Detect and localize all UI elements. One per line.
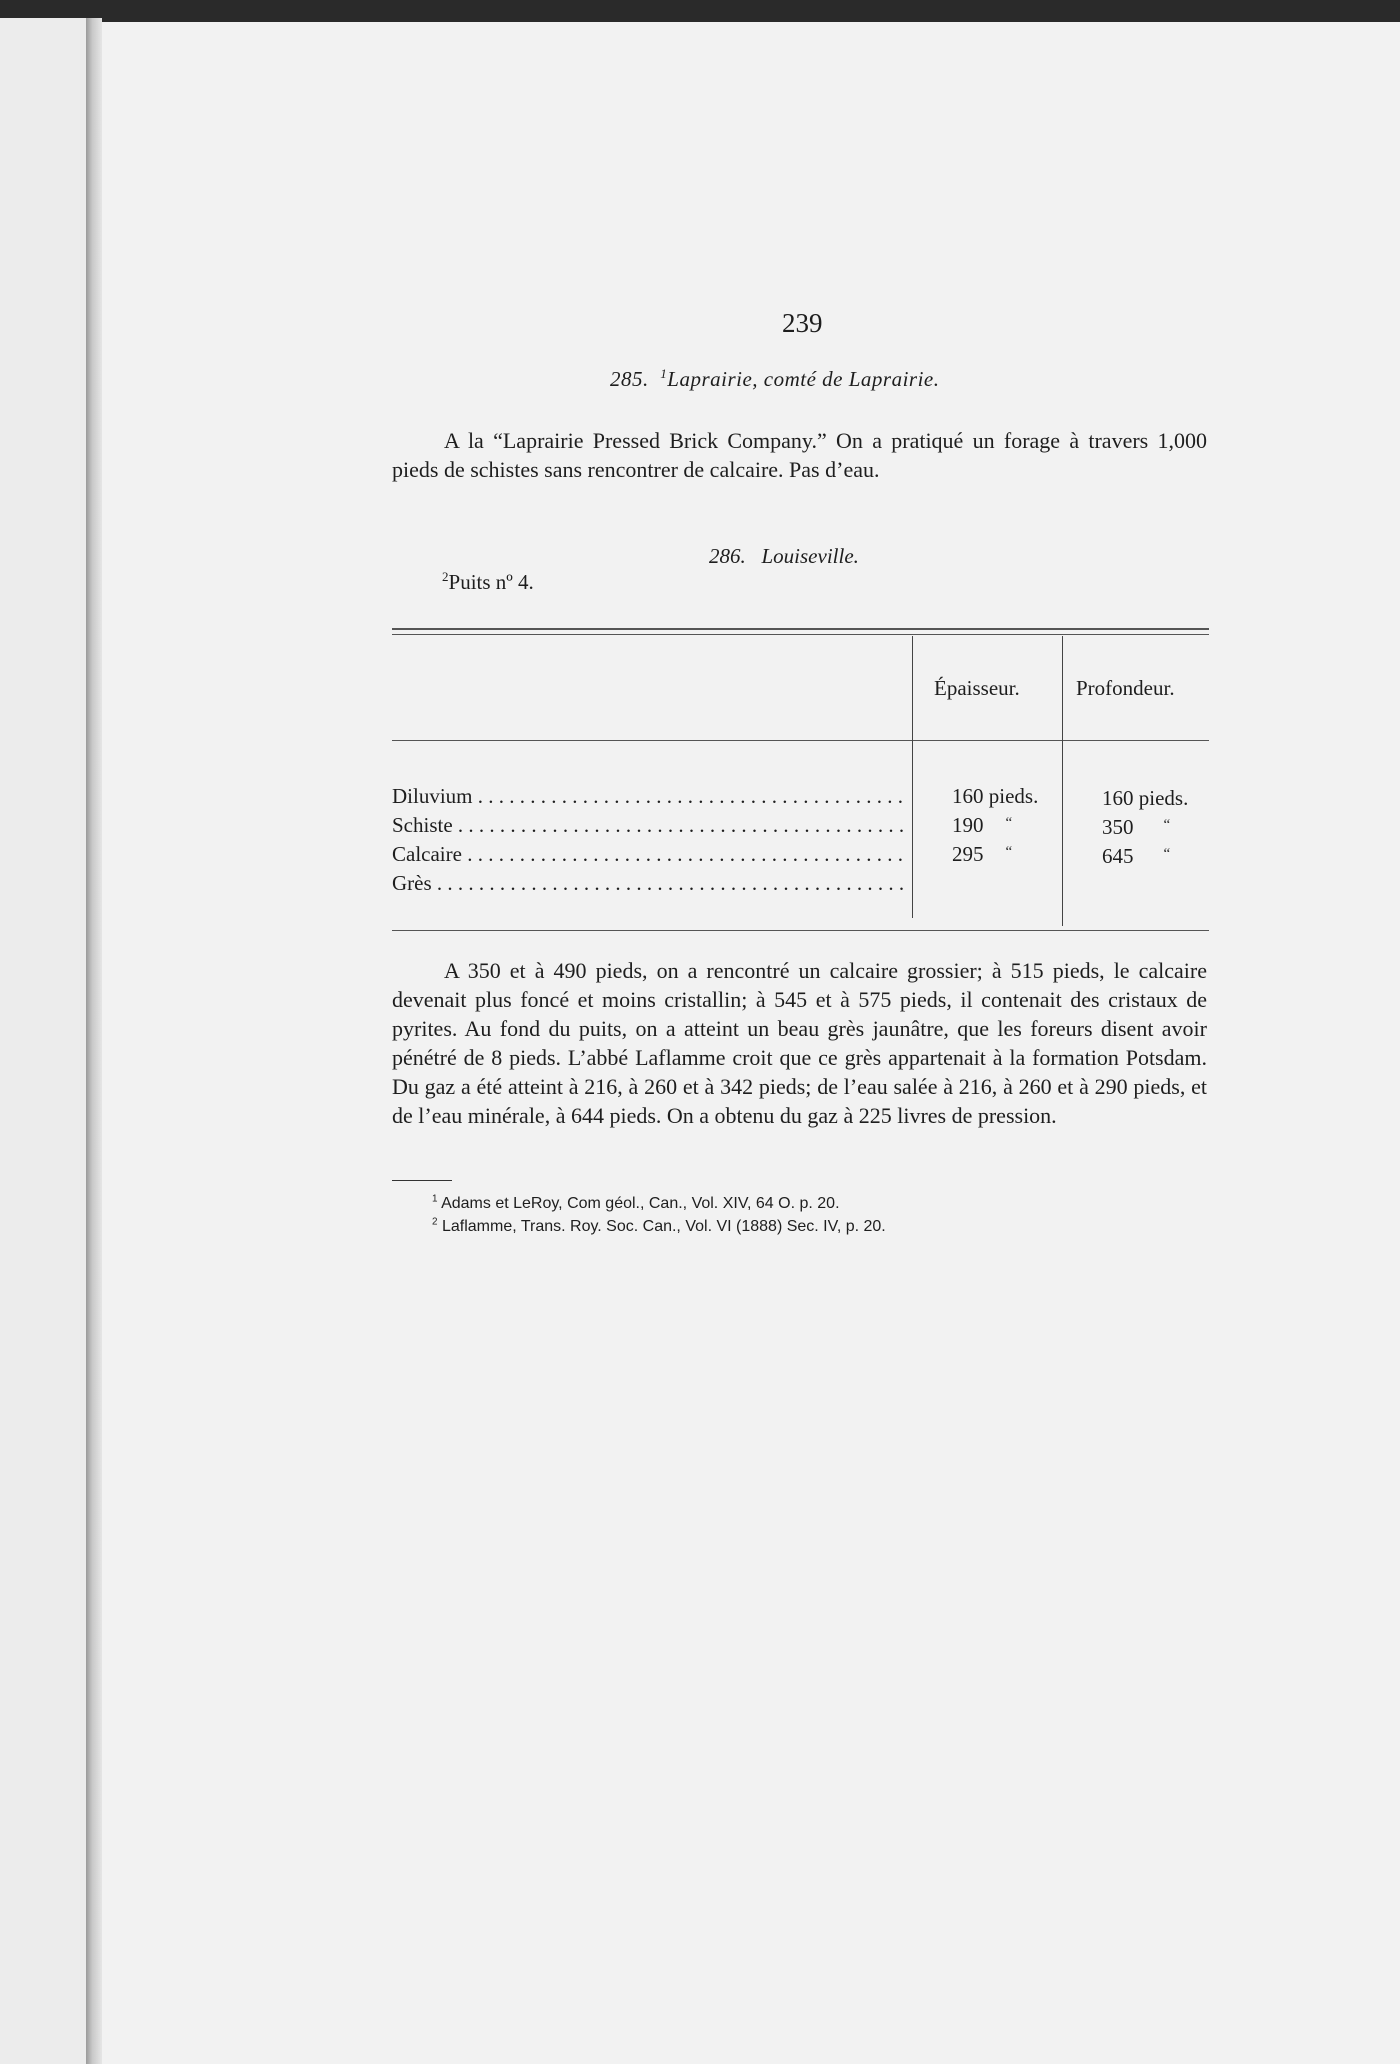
table-bottom-rule — [392, 930, 1209, 931]
row-label-diluvium: Diluvium . . . — [392, 784, 909, 809]
header-depth: Profondeur. — [1076, 676, 1175, 700]
section-285-heading — [610, 367, 940, 392]
facing-page-edge — [0, 18, 86, 2064]
section-286-paragraph: A 350 et à 490 pieds, on a rencontré un calcaire grossier; à 515 pieds, le calcaire devenait plus foncé et moins cristallin; à 545 et à 575 pieds, il contenait des cristaux de pyrites. Au fond du puits, on a atteint un beau grès jaunâtre, que les foreurs disent avoir pénétré de 8 pieds. L’abbé Laflamme croit que ce grès appartenait à la formation Potsdam. Du gaz a été atteint à 216, à 260 et à 342 pieds; de l’eau salée à 216, à 260 et à 290 pieds, et de l’eau minérale, à 644 pieds. On a obtenu du gaz à 225 livres de pression. — [392, 958, 1207, 1128]
thickness-schiste: 190 “ — [952, 813, 1013, 837]
page-number: 239 — [782, 308, 823, 338]
row-label-schiste: Schiste . . . — [392, 813, 909, 838]
table-top-rule-2 — [392, 634, 1209, 635]
page — [102, 22, 1400, 2064]
section-286-title: Louiseville. — [761, 544, 859, 568]
header-thickness: Épaisseur. — [934, 676, 1020, 700]
section-285-paragraph: A la “Laprairie Pressed Brick Company.” On a pratiqué un forage à travers 1,000 pieds de schistes sans rencontrer de calcaire. Pas d’eau. — [392, 428, 1207, 482]
footnote-1: $^1$ Adams et LeRoy, Com géol., Can., Vol. XIV, 64 O. p. 20. — [432, 1193, 840, 1212]
row-label-gres: Grès . . . — [392, 871, 909, 896]
book-gutter — [86, 18, 102, 2064]
section-286-number: 286. — [709, 544, 746, 568]
table-column-divider-2 — [1062, 636, 1063, 926]
thickness-calcaire: 295 “ — [952, 842, 1013, 866]
well-name: Puits nº 4. — [448, 570, 534, 594]
section-285-number: 285. — [610, 367, 649, 391]
footnote-separator — [392, 1180, 452, 1181]
well-label — [442, 570, 534, 595]
depth-schiste: 350 “ — [1102, 815, 1171, 839]
footnote-ref-1: 1 — [660, 366, 668, 381]
depth-calcaire: 645 “ — [1102, 844, 1171, 868]
row-label-calcaire: Calcaire . . . — [392, 842, 909, 867]
section-286-heading — [709, 544, 859, 569]
thickness-diluvium: 160 pieds. — [952, 784, 1039, 808]
section-285-title: Laprairie, comté de Laprairie. — [667, 367, 940, 391]
footnote-ref-2: 2 — [442, 569, 449, 584]
footnote-2: $^2$ Laflamme, Trans. Roy. Soc. Can., Vol. VI (1888) Sec. IV, p. 20. — [432, 1216, 886, 1235]
depth-diluvium: 160 pieds. — [1102, 786, 1189, 810]
table-column-divider-1 — [912, 636, 913, 918]
table-top-rule — [392, 628, 1209, 630]
table-header-rule — [392, 740, 1209, 741]
